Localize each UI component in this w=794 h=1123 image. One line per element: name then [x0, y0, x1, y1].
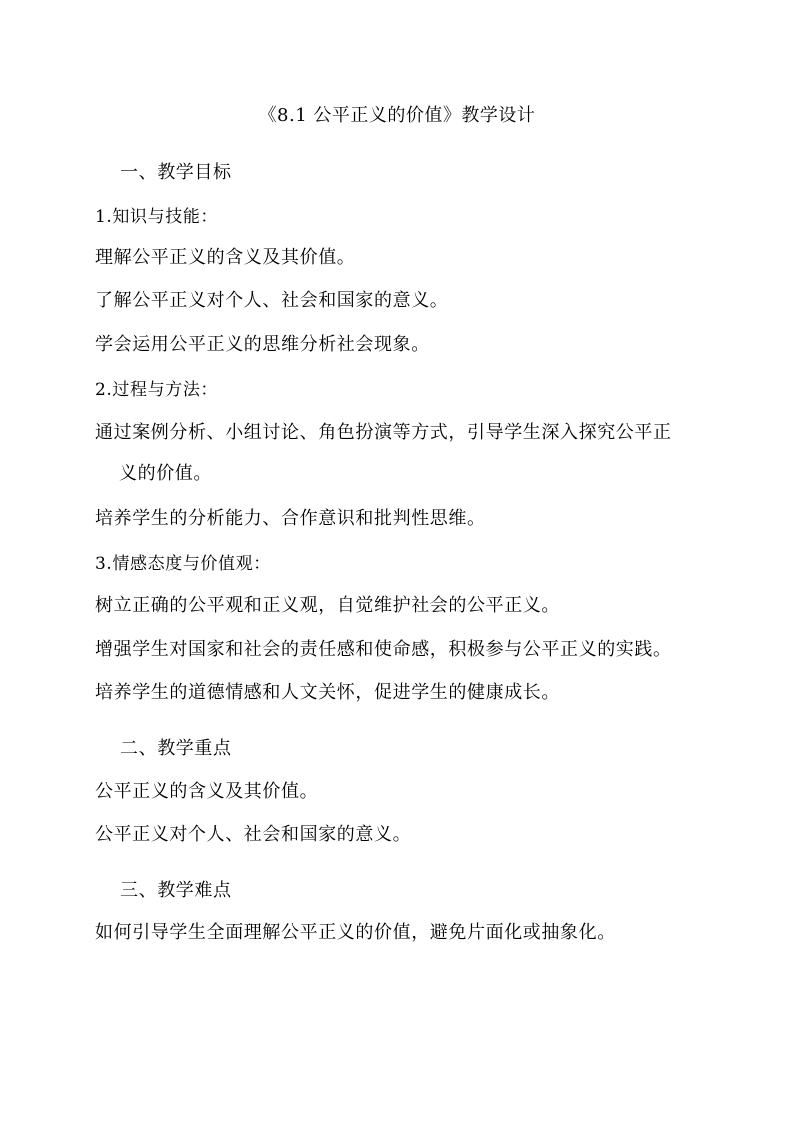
paragraph-line: 增强学生对国家和社会的责任感和使命感，积极参与公平正义的实践。 [95, 639, 672, 660]
subheading-emotion-values: 3.情感态度与价值观： [95, 554, 271, 574]
section-heading-objectives: 一、教学目标 [120, 162, 232, 183]
paragraph-line-continued: 义的价值。 [119, 463, 212, 484]
subheading-process-methods: 2.过程与方法： [95, 380, 219, 400]
paragraph-line: 如何引导学生全面理解公平正义的价值，避免片面化或抽象化。 [95, 922, 616, 943]
subheading-knowledge-skills: 1.知识与技能： [95, 207, 219, 227]
paragraph-line: 树立正确的公平观和正义观，自觉维护社会的公平正义。 [95, 595, 560, 616]
section-heading-difficulties: 三、教学难点 [120, 880, 232, 901]
paragraph-line: 理解公平正义的含义及其价值。 [95, 247, 356, 268]
document-title: 《8.1 公平正义的价值》教学设计 [258, 105, 536, 126]
paragraph-line: 公平正义的含义及其价值。 [95, 781, 319, 802]
paragraph-line: 培养学生的分析能力、合作意识和批判性思维。 [95, 508, 486, 529]
paragraph-line: 了解公平正义对个人、社会和国家的意义。 [95, 290, 449, 311]
paragraph-line: 公平正义对个人、社会和国家的意义。 [95, 824, 412, 845]
paragraph-line: 培养学生的道德情感和人文关怀，促进学生的健康成长。 [95, 682, 560, 703]
paragraph-line: 通过案例分析、小组讨论、角色扮演等方式，引导学生深入探究公平正 [95, 422, 672, 443]
section-heading-key-points: 二、教学重点 [120, 738, 232, 759]
paragraph-line: 学会运用公平正义的思维分析社会现象。 [95, 334, 430, 355]
